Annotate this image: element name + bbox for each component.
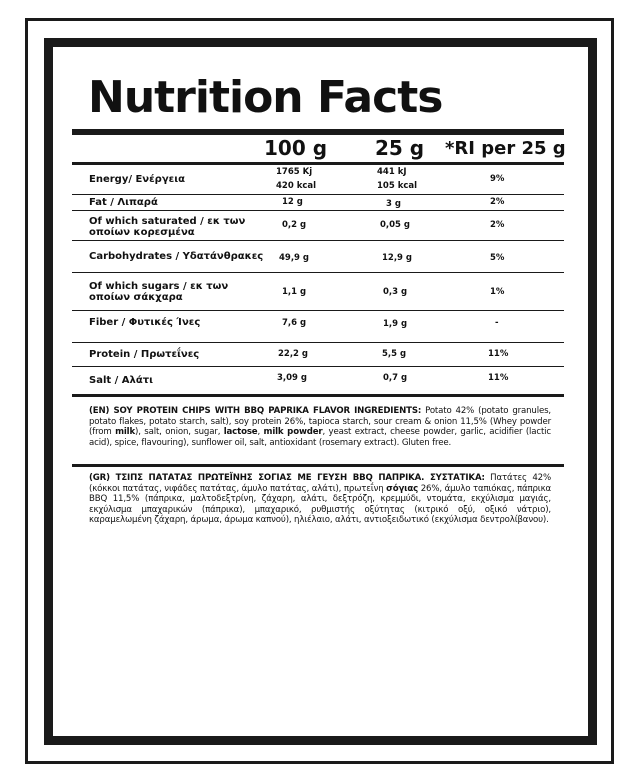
saturated-100g: 0,2 g [282, 220, 307, 230]
row-divider [72, 194, 564, 195]
col-header-ri: *RI per 25 g [445, 138, 566, 159]
carbohydrates-100g: 49,9 g [279, 253, 310, 263]
saturated-25g: 0,05 g [380, 220, 411, 230]
allergen-milk: milk [115, 427, 136, 437]
fat-ri: 2% [490, 197, 505, 207]
ingredients-english-text: Potato 42% (potato granules, potato flakes, potato starch, salt), soy protein 26%, tapioca starch, sour cream & onion 11,5% (Whey powder (from [89, 406, 552, 437]
row-divider [72, 210, 564, 211]
protein-25g: 5,5 g [382, 349, 407, 359]
fat-100g: 12 g [282, 197, 303, 207]
row-label-sugars: Of which sugars / εκ των οποίων σάκχαρα [89, 281, 229, 303]
salt-100g: 3,09 g [277, 373, 308, 383]
ingredients-divider [72, 464, 564, 467]
ingredients-greek-text: Πατάτες 42% (κόκκοι πατάτας, νιφάδες πατάτας, άμυλο πατάτας, αλάτι), πρωτεΐνη [89, 473, 552, 494]
sugars-25g: 0,3 g [383, 287, 408, 297]
ingredients-greek-heading: (GR) ΤΣΙΠΣ ΠΑΤΑΤΑΣ ΠΡΩΤΕΪΝΗΣ ΣΟΓΙΑΣ ΜΕ ΓΕΥΣΗ BBQ ΠΑΠΡΙΚΑ. ΣΥΣΤΑΤΙΚΑ: [89, 473, 485, 483]
row-label-carbohydrates: Carbohydrates / Υδατάνθρακες [89, 251, 264, 262]
row-divider [72, 342, 564, 343]
sugars-100g: 1,1 g [282, 287, 307, 297]
allergen-milk-powder: milk powder [263, 427, 323, 437]
allergen-lactose: lactose [223, 427, 258, 437]
fiber-100g: 7,6 g [282, 318, 307, 328]
row-label-protein: Protein / Πρωτεΐνες [89, 349, 200, 360]
salt-ri: 11% [488, 373, 509, 383]
ingredients-english-text: ), salt, onion, sugar, [135, 427, 224, 437]
row-label-fiber: Fiber / Φυτικές Ίνες [89, 317, 201, 328]
ingredients-english-heading: (EN) SOY PROTEIN CHIPS WITH BBQ PAPRIKA FLAVOR INGREDIENTS: [89, 406, 422, 416]
ingredients-greek-text: 26%, άμυλο ταπιόκας, πάπρικα BBQ 11,5% (πάπρικα, μαλτοδεξτρίνη, ζάχαρη, αλάτι, δεξτρόζη, κρεμμύδι, ντομάτα, εκχύλισμα μαγιάς, εκχύλισμα μπαχαρικών (πάπρικα), μπαχαρικό, ρυθμιστής οξύτητας (κιτρικό οξύ, οξικό νάτριο), καραμελωμένη ζάχαρη, άρωμα, άρωμα καπνού), ηλιέλαιο, αλάτι, αντιοξειδωτικό (εκχύλισμα δεντρολίβανου). [89, 483, 551, 525]
energy-ri: 9% [490, 174, 505, 184]
ingredients-english-text: , yeast extract, cheese powder, garlic, acidifier (lactic acid), spice, flavouring), sunflower oil, salt, antioxidant (rosemary extract). Gluten free. [89, 427, 551, 448]
page-title: Nutrition Facts [88, 72, 443, 123]
carbohydrates-ri: 5% [490, 253, 505, 263]
row-label-salt: Salt / Αλάτι [89, 375, 153, 386]
row-label-fat: Fat / Λιπαρά [89, 197, 158, 208]
energy-25g-kj: 441 kJ [377, 167, 407, 177]
protein-100g: 22,2 g [278, 349, 309, 359]
row-divider [72, 240, 564, 241]
fiber-25g: 1,9 g [383, 319, 408, 329]
ingredients-english-text: , [257, 427, 264, 437]
table-bottom-rule [72, 394, 564, 397]
allergen-soy: σόγιας [386, 483, 419, 494]
salt-25g: 0,7 g [383, 373, 408, 383]
carbohydrates-25g: 12,9 g [382, 253, 413, 263]
row-divider [72, 310, 564, 311]
sugars-ri: 1% [490, 287, 505, 297]
saturated-ri: 2% [490, 220, 505, 230]
col-header-25g: 25 g [375, 136, 425, 160]
ingredients-english [89, 406, 551, 448]
energy-100g-kcal: 420 kcal [276, 181, 317, 191]
ingredients-greek [89, 473, 551, 526]
energy-25g-kcal: 105 kcal [377, 181, 418, 191]
energy-100g-kj: 1765 Kj [276, 167, 313, 177]
row-label-energy: Energy/ Ενέργεια [89, 174, 185, 185]
fiber-ri: - [495, 318, 499, 328]
fat-25g: 3 g [386, 199, 401, 209]
row-label-saturated: Of which saturated / εκ των οποίων κορεσμένα [89, 216, 246, 238]
protein-ri: 11% [488, 349, 509, 359]
row-divider [72, 272, 564, 273]
col-header-100g: 100 g [264, 136, 328, 160]
title-rule [72, 129, 564, 135]
header-rule [72, 162, 564, 165]
row-divider [72, 366, 564, 367]
